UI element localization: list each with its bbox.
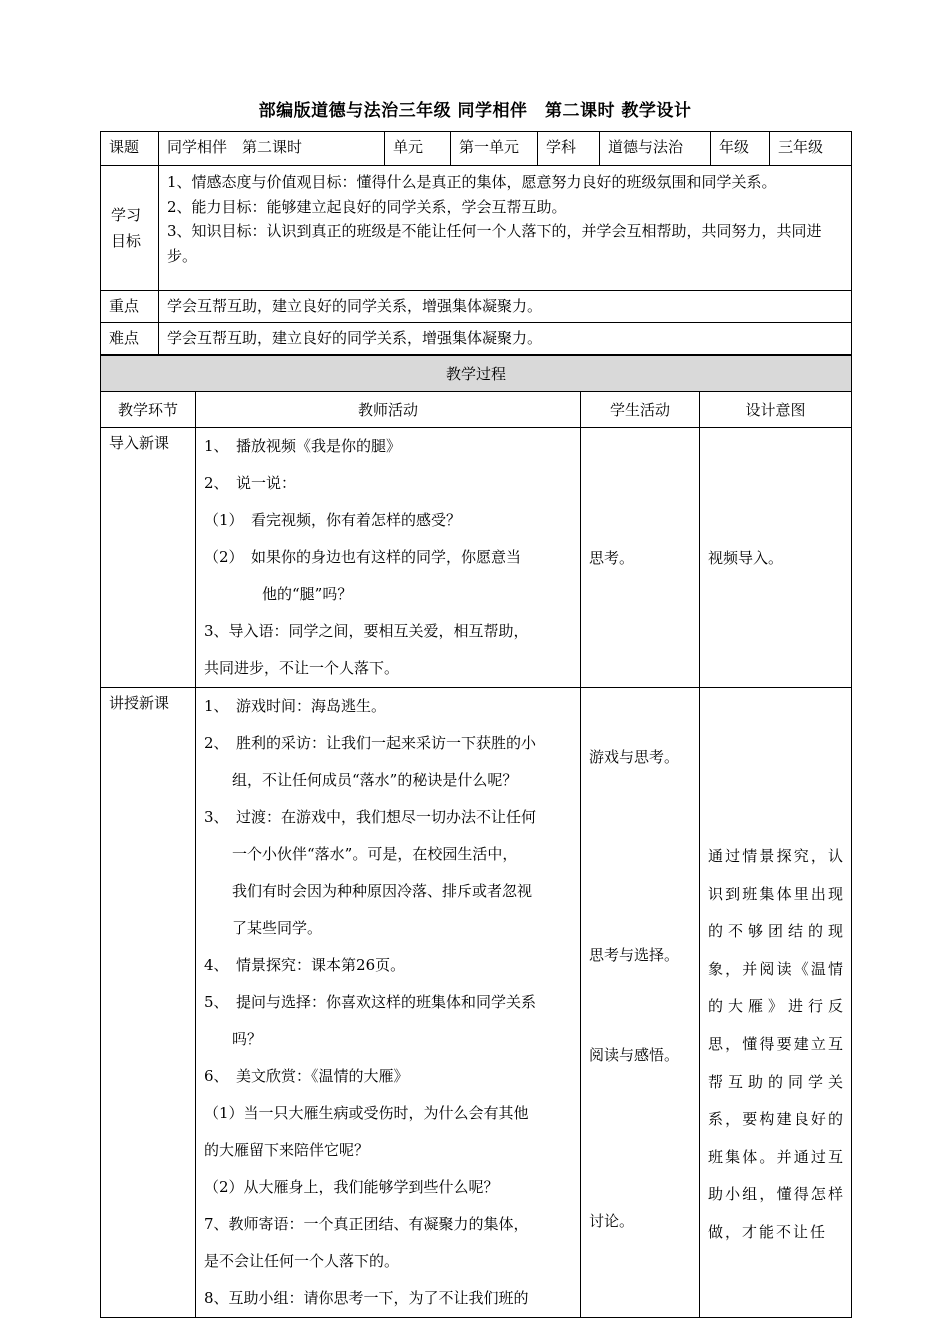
teacher-line: 一个小伙伴“落水”。可是，在校园生活中，: [232, 845, 518, 863]
teacher-line: 我们有时会因为种种原因冷落、排斥或者忽视: [232, 882, 533, 900]
topic-label: 课题: [101, 132, 159, 166]
difficulty-text: 学会互帮互助，建立良好的同学关系，增强集体凝聚力。: [159, 323, 852, 355]
student-activity: 游戏与思考。: [589, 748, 680, 766]
lesson-teacher: [196, 688, 581, 1318]
teacher-line: 是不会让任何一个人落下的。: [204, 1252, 400, 1270]
teacher-line: 2、 胜利的采访：让我们一起来采访一下获胜的小: [204, 734, 537, 752]
teacher-line: 组，不让任何成员“落水”的秘诀是什么呢？: [232, 771, 518, 789]
col-intent: 设计意图: [700, 392, 852, 428]
subject-value: 道德与法治: [600, 132, 711, 166]
subject-label: 学科: [538, 132, 600, 166]
key-label: 重点: [101, 291, 159, 323]
goal-item: 1、情感态度与价值观目标：懂得什么是真正的集体，愿意努力良好的班级氛围和同学关系。: [167, 173, 777, 191]
teacher-line: 3、导入语：同学之间，要相互关爱，相互帮助，: [204, 622, 529, 640]
teacher-line: 3、 过渡：在游戏中，我们想尽一切办法不让任何: [204, 808, 537, 826]
process-table: [100, 355, 852, 1318]
col-teacher: 教师活动: [196, 392, 581, 428]
lesson-stage: 讲授新课: [101, 688, 196, 1318]
lesson-student: [581, 688, 700, 1318]
teacher-line: 8、互助小组：请你思考一下，为了不让我们班的: [204, 1289, 529, 1307]
grade-value: 三年级: [770, 132, 852, 166]
intro-intent: 视频导入。: [700, 428, 852, 688]
teacher-line: 1、 游戏时间：海岛逃生。: [204, 697, 387, 715]
teacher-line: 2、 说一说：: [204, 474, 297, 492]
intro-stage: 导入新课: [101, 428, 196, 688]
col-stage: 教学环节: [101, 392, 196, 428]
goals-label: 学习目标: [101, 166, 159, 291]
teacher-line: （1）当一只大雁生病或受伤时，为什么会有其他: [204, 1104, 529, 1122]
lesson-intent: [700, 688, 852, 1318]
teacher-line: 了某些同学。: [232, 919, 323, 937]
topic-value: 同学相伴 第二课时: [159, 132, 385, 166]
unit-value: 第一单元: [451, 132, 538, 166]
teacher-line: 5、 提问与选择：你喜欢这样的班集体和同学关系: [204, 993, 537, 1011]
student-activity: 讨论。: [589, 1212, 635, 1230]
document-title: 部编版道德与法治三年级 同学相伴 第二课时 教学设计: [258, 101, 692, 121]
unit-label: 单元: [385, 132, 451, 166]
goal-item: 3、知识目标：认识到真正的班级是不能让任何一个人落下的，并学会互相帮助，共同努力，共同进步。: [167, 222, 822, 265]
intro-teacher: [196, 428, 581, 688]
intent-text: 通过情景探究，认识到班集体里出现的不够团结的现象，并阅读《温情的大雁》进行反思，懂得要建立互帮互助的同学关系，要构建良好的班集体。并通过互助小组，懂得怎样做，才能不让任: [708, 847, 846, 1241]
intro-student: 思考。: [581, 428, 700, 688]
teacher-line: 4、 情景探究：课本第26页。: [204, 956, 406, 974]
teacher-line: （2） 如果你的身边也有这样的同学，你愿意当: [204, 548, 522, 566]
teacher-line: 7、教师寄语：一个真正团结、有凝聚力的集体，: [204, 1215, 529, 1233]
grade-label: 年级: [711, 132, 770, 166]
student-activity: 思考与选择。: [589, 946, 680, 964]
teacher-line: 他的“腿”吗？: [262, 585, 353, 603]
goal-item: 2、能力目标：能够建立起良好的同学关系，学会互帮互助。: [167, 197, 567, 216]
teacher-line: （2）从大雁身上，我们能够学到些什么呢？: [204, 1178, 499, 1196]
key-text: 学会互帮互助，建立良好的同学关系，增强集体凝聚力。: [159, 291, 852, 323]
goals-content: [159, 166, 852, 291]
teacher-line: 6、 美文欣赏：《温情的大雁》: [204, 1067, 409, 1085]
teacher-line: 1、 播放视频《我是你的腿》: [204, 437, 402, 455]
teacher-line: 吗？: [232, 1030, 263, 1048]
student-activity: 阅读与感悟。: [589, 1046, 680, 1064]
teacher-line: 的大雁留下来陪伴它呢？: [204, 1141, 370, 1159]
col-student: 学生活动: [581, 392, 700, 428]
process-header: 教学过程: [101, 356, 852, 392]
teacher-line: 共同进步，不让一个人落下。: [204, 659, 400, 677]
difficulty-label: 难点: [101, 323, 159, 355]
teacher-line: （1） 看完视频，你有着怎样的感受？: [204, 511, 462, 529]
info-table: [100, 131, 852, 355]
